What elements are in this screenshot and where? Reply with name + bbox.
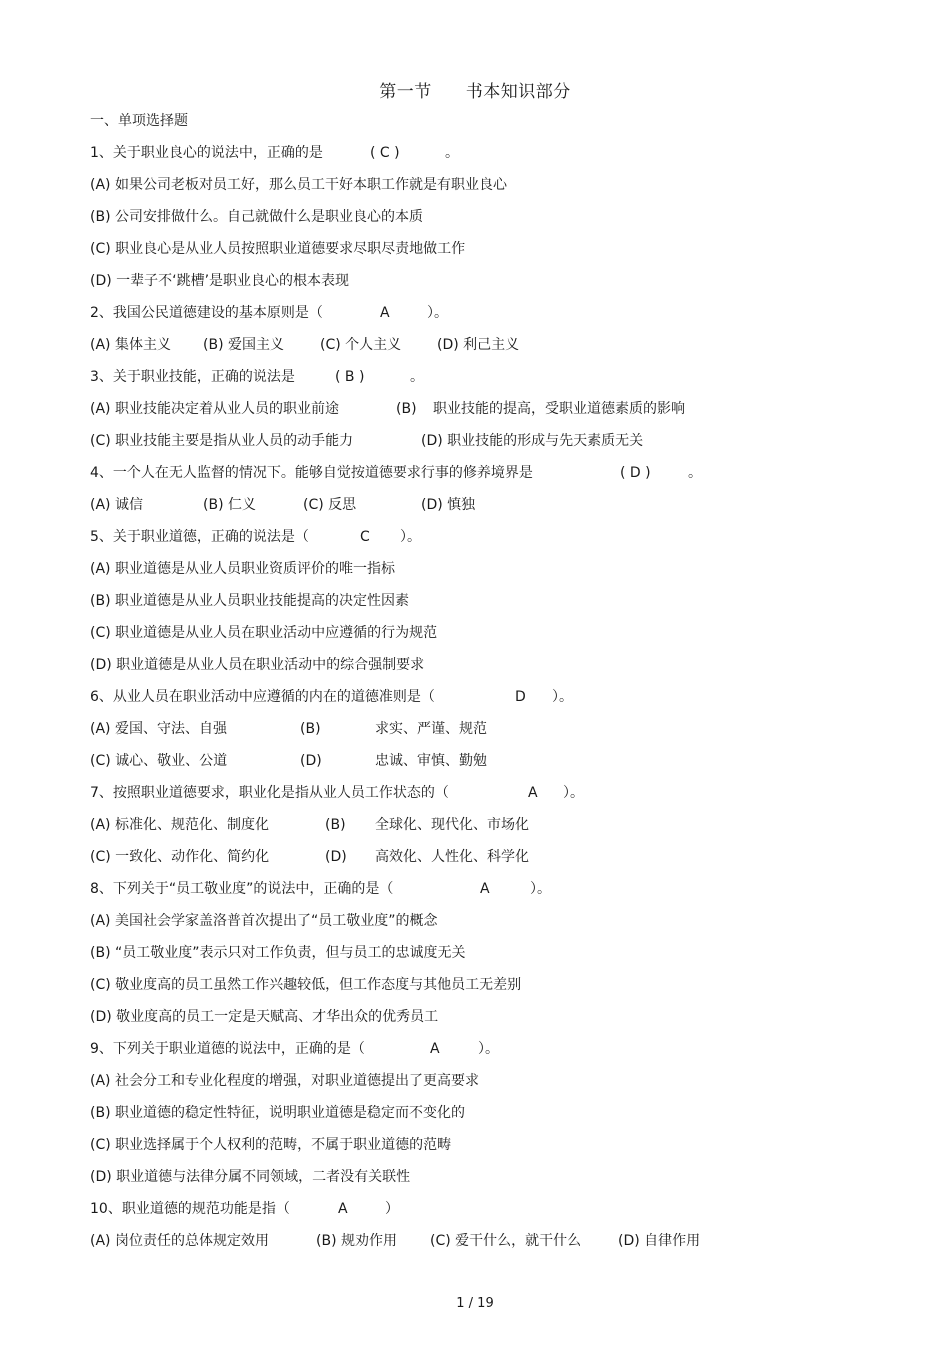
line-text: (D) 职业道德是从业人员在职业活动中的综合强制要求 — [90, 657, 425, 673]
question-line — [90, 784, 890, 816]
question-line — [90, 880, 890, 912]
line-text: 3、关于职业技能，正确的说法是 — [90, 369, 295, 385]
line-text: ）。 — [400, 529, 421, 545]
question-line — [90, 912, 890, 944]
page-title — [0, 77, 950, 102]
question-line — [90, 1072, 890, 1104]
question-line — [90, 656, 890, 688]
question-list — [90, 112, 890, 1264]
line-text: ）。 — [530, 881, 551, 897]
line-text: (D) 自律作用 — [618, 1233, 701, 1249]
line-text: A — [380, 305, 390, 321]
line-text: (A) 集体主义 — [90, 337, 171, 353]
line-text: D — [515, 689, 526, 705]
question-line — [90, 336, 890, 368]
line-text: (D) 职业技能的形成与先天素质无关 — [421, 433, 644, 449]
question-line — [90, 1136, 890, 1168]
question-line — [90, 752, 890, 784]
question-line — [90, 1008, 890, 1040]
line-text: (B) 仁义 — [203, 497, 256, 513]
line-text: (C) 职业良心是从业人员按照职业道德要求尽职尽责地做工作 — [90, 241, 466, 257]
line-text: ）。 — [427, 305, 448, 321]
line-text: (D) 敬业度高的员工一定是天赋高、才华出众的优秀员工 — [90, 1009, 439, 1025]
question-line — [90, 496, 890, 528]
line-text: 7、按照职业道德要求，职业化是指从业人员工作状态的（ — [90, 785, 449, 801]
line-text: C — [360, 529, 370, 545]
question-line — [90, 976, 890, 1008]
section-heading — [90, 112, 890, 144]
line-text: ） — [385, 1201, 399, 1217]
question-line — [90, 560, 890, 592]
question-line — [90, 720, 890, 752]
question-line — [90, 368, 890, 400]
line-text: 高效化、人性化、科学化 — [375, 849, 529, 865]
question-line — [90, 1232, 890, 1264]
line-text: (A) 社会分工和专业化程度的增强，对职业道德提出了更高要求 — [90, 1073, 479, 1089]
line-text: (B) “员工敬业度”表示只对工作负责，但与员工的忠诚度无关 — [90, 945, 466, 961]
line-text: (D) 利己主义 — [437, 337, 520, 353]
line-text: (D) — [325, 849, 347, 865]
question-line — [90, 1040, 890, 1072]
line-text: (B) 爱国主义 — [203, 337, 284, 353]
line-text: 1、关于职业良心的说法中，正确的是 — [90, 145, 323, 161]
line-text: (C) 职业技能主要是指从业人员的动手能力 — [90, 433, 354, 449]
line-text: 求实、严谨、规范 — [375, 721, 487, 737]
line-text: 忠诚、审慎、勤勉 — [375, 753, 487, 769]
question-line — [90, 304, 890, 336]
line-text: (B) 职业道德的稳定性特征，说明职业道德是稳定而不变化的 — [90, 1105, 465, 1121]
line-text: (B) — [396, 401, 417, 417]
page-number: 1 / 19 — [456, 1296, 494, 1311]
question-line — [90, 464, 890, 496]
line-text: (A) 岗位责任的总体规定效用 — [90, 1233, 269, 1249]
line-text: (C) 敬业度高的员工虽然工作兴趣较低，但工作态度与其他员工无差别 — [90, 977, 522, 993]
line-text: 全球化、现代化、市场化 — [375, 817, 529, 833]
line-text: (B) — [300, 721, 321, 737]
question-line — [90, 624, 890, 656]
line-text: (A) 爱国、守法、自强 — [90, 721, 227, 737]
question-line — [90, 592, 890, 624]
line-text: 。 — [688, 465, 702, 481]
question-line — [90, 240, 890, 272]
question-line — [90, 528, 890, 560]
question-line — [90, 1104, 890, 1136]
line-text: ）。 — [563, 785, 584, 801]
line-text: A — [430, 1041, 440, 1057]
line-text: 10、职业道德的规范功能是指（ — [90, 1201, 290, 1217]
line-text: (C) 一致化、动作化、简约化 — [90, 849, 270, 865]
line-text: ）。 — [478, 1041, 499, 1057]
line-text: ( D ) — [620, 465, 651, 481]
line-text: (B) — [325, 817, 346, 833]
line-text: (B) 职业道德是从业人员职业技能提高的决定性因素 — [90, 593, 409, 609]
line-text: (A) 美国社会学家盖洛普首次提出了“员工敬业度”的概念 — [90, 913, 438, 929]
line-text: 。 — [410, 369, 424, 385]
question-line — [90, 176, 890, 208]
question-line — [90, 1168, 890, 1200]
line-text: (A) 职业技能决定着从业人员的职业前途 — [90, 401, 339, 417]
line-text: 职业技能的提高，受职业道德素质的影响 — [433, 401, 685, 417]
question-line — [90, 816, 890, 848]
line-text: (C) 个人主义 — [320, 337, 402, 353]
line-text: ( B ) — [335, 369, 365, 385]
line-text: 6、从业人员在职业活动中应遵循的内在的道德准则是（ — [90, 689, 435, 705]
question-lines — [90, 144, 890, 1264]
line-text: (C) 职业道德是从业人员在职业活动中应遵循的行为规范 — [90, 625, 438, 641]
line-text: (D) 慎独 — [421, 497, 476, 513]
section-heading-text: 一、单项选择题 — [90, 113, 188, 129]
line-text: (A) 如果公司老板对员工好，那么员工干好本职工作就是有职业良心 — [90, 177, 507, 193]
line-text: ）。 — [552, 689, 573, 705]
line-text: (B) 规劝作用 — [316, 1233, 397, 1249]
line-text: A — [528, 785, 538, 801]
line-text: 8、下列关于“员工敬业度”的说法中，正确的是（ — [90, 881, 394, 897]
question-line — [90, 432, 890, 464]
line-text: (C) 爱干什么，就干什么 — [430, 1233, 582, 1249]
line-text: (C) 反思 — [303, 497, 357, 513]
line-text: A — [338, 1201, 348, 1217]
question-line — [90, 272, 890, 304]
line-text: ( C ) — [370, 145, 400, 161]
line-text: (D) — [300, 753, 322, 769]
line-text: (C) 诚心、敬业、公道 — [90, 753, 228, 769]
line-text: 5、关于职业道德，正确的说法是（ — [90, 529, 309, 545]
question-line — [90, 944, 890, 976]
line-text: (C) 职业选择属于个人权利的范畴，不属于职业道德的范畴 — [90, 1137, 452, 1153]
title-section: 第一节 — [379, 82, 432, 102]
question-line — [90, 144, 890, 176]
line-text: 9、下列关于职业道德的说法中，正确的是（ — [90, 1041, 365, 1057]
line-text: 。 — [445, 145, 459, 161]
line-text: (D) 职业道德与法律分属不同领域，二者没有关联性 — [90, 1169, 411, 1185]
line-text: 4、一个人在无人监督的情况下。能够自觉按道德要求行事的修养境界是 — [90, 465, 533, 481]
line-text: A — [480, 881, 490, 897]
line-text: (D) 一辈子不‘跳槽’是职业良心的根本表现 — [90, 273, 350, 289]
question-line — [90, 688, 890, 720]
line-text: 2、我国公民道德建设的基本原则是（ — [90, 305, 323, 321]
question-line — [90, 1200, 890, 1232]
question-line — [90, 208, 890, 240]
line-text: (A) 标准化、规范化、制度化 — [90, 817, 269, 833]
line-text: (B) 公司安排做什么。自己就做什么是职业良心的本质 — [90, 209, 423, 225]
question-line — [90, 400, 890, 432]
question-line — [90, 848, 890, 880]
line-text: (A) 诚信 — [90, 497, 143, 513]
title-subject: 书本知识部分 — [465, 82, 571, 102]
line-text: (A) 职业道德是从业人员职业资质评价的唯一指标 — [90, 561, 395, 577]
